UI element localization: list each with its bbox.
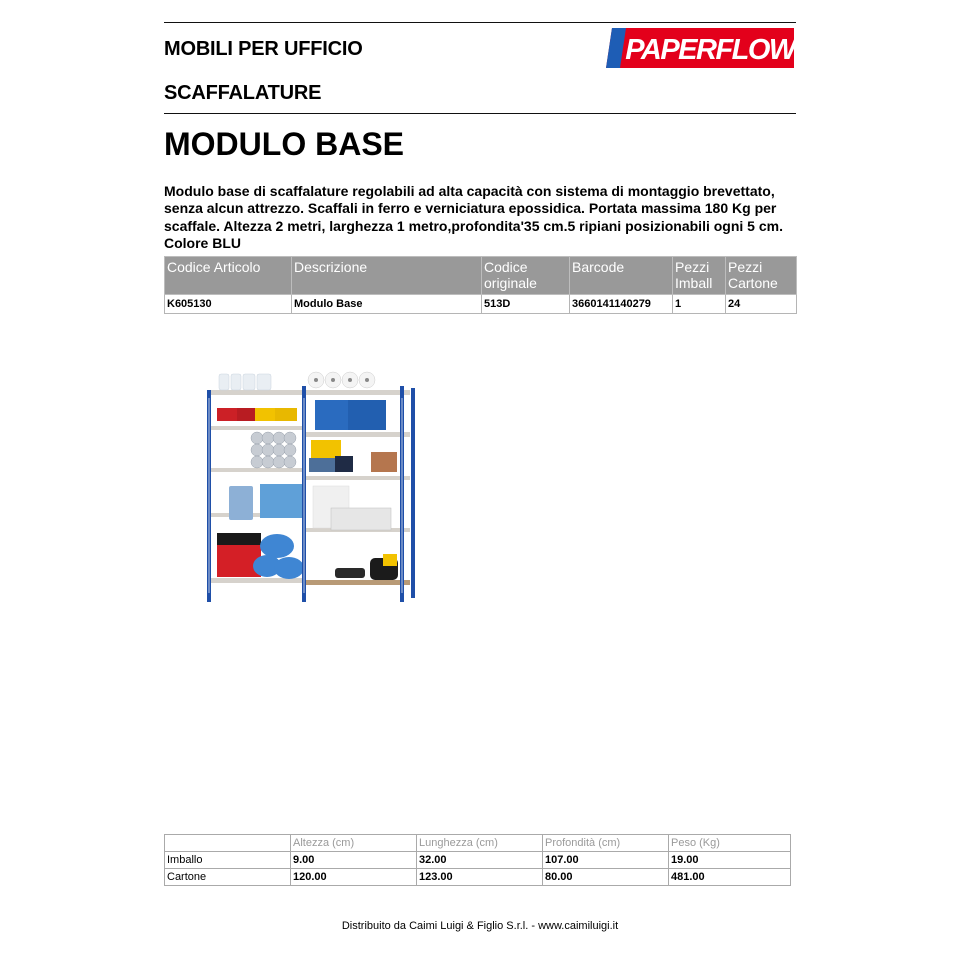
cell-codice-articolo: K605130: [165, 295, 292, 314]
cell-barcode: 3660141140279: [570, 295, 673, 314]
product-description: Modulo base di scaffalature regolabili ad alta capacità con sistema di montaggio brevettato, senza alcun attrezzo. Scaffali in ferro e verniciatura epossidica. Portata massima 180 Kg per scaffale. Altezza 2 metri, larghezza 1 metro,profondita'35 cm.5 ripiani posizionabili ogni 5 cm. Colore BLU: [164, 183, 783, 251]
cell-lunghezza: 32.00: [417, 852, 543, 869]
row-label-cartone: Cartone: [165, 869, 291, 886]
cell-peso: 481.00: [669, 869, 791, 886]
category-heading: MOBILI PER UFFICIO: [164, 38, 363, 60]
col-altezza: Altezza (cm): [291, 835, 417, 852]
cell-codice-originale: 513D: [482, 295, 570, 314]
product-table: [164, 256, 797, 314]
col-pezzi-imball: Pezzi Imball: [673, 257, 726, 295]
table-row: [165, 852, 791, 869]
footer-distributor: Distribuito da Caimi Luigi & Figlio S.r.l. - www.caimiluigi.it: [341, 920, 619, 932]
cell-pezzi-cartone: 24: [726, 295, 797, 314]
cell-pezzi-imball: 1: [673, 295, 726, 314]
product-table-header: [165, 257, 797, 295]
row-label-imballo: Imballo: [165, 852, 291, 869]
cell-descrizione: Modulo Base: [292, 295, 482, 314]
cell-profondita: 80.00: [543, 869, 669, 886]
cell-peso: 19.00: [669, 852, 791, 869]
col-empty: [165, 835, 291, 852]
dimensions-table: [164, 834, 791, 886]
table-row: [165, 295, 797, 314]
page-title: MODULO BASE: [164, 126, 404, 162]
cell-lunghezza: 123.00: [417, 869, 543, 886]
col-descrizione: Descrizione: [292, 257, 482, 295]
col-barcode: Barcode: [570, 257, 673, 295]
col-codice-articolo: Codice Articolo: [165, 257, 292, 295]
cell-profondita: 107.00: [543, 852, 669, 869]
table-row: [165, 869, 791, 886]
cell-altezza: 120.00: [291, 869, 417, 886]
product-image: [205, 368, 417, 602]
col-pezzi-cartone: Pezzi Cartone: [726, 257, 797, 295]
col-profondita: Profondità (cm): [543, 835, 669, 852]
logo-text: PAPERFLOW: [625, 34, 794, 66]
header-divider: [164, 113, 796, 114]
col-lunghezza: Lunghezza (cm): [417, 835, 543, 852]
col-peso: Peso (Kg): [669, 835, 791, 852]
paperflow-logo: [606, 28, 794, 68]
subcategory-heading: SCAFFALATURE: [164, 82, 322, 104]
col-codice-originale: Codice originale: [482, 257, 570, 295]
top-rule: [164, 22, 796, 23]
cell-altezza: 9.00: [291, 852, 417, 869]
dimensions-header: [165, 835, 791, 852]
